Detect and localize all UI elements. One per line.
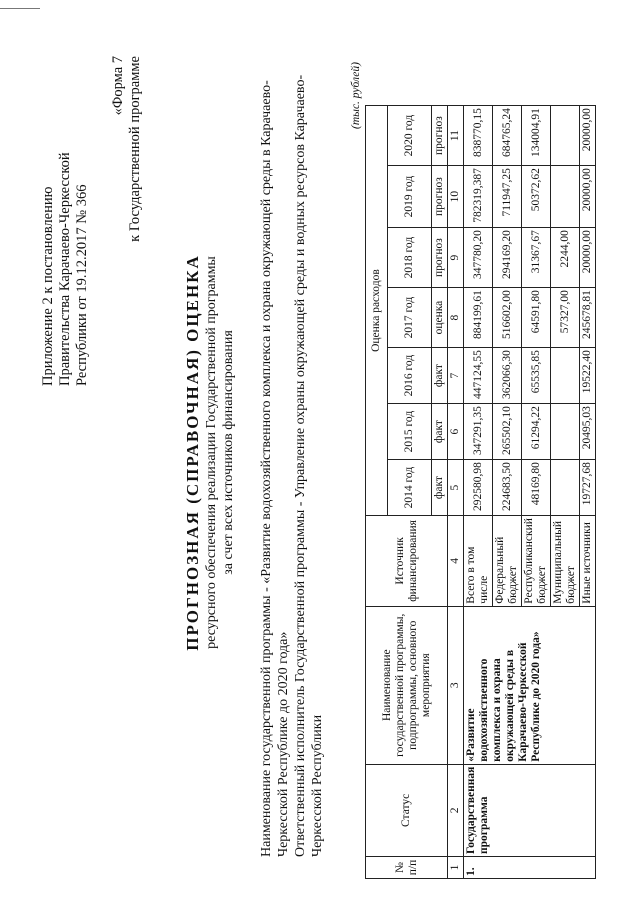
value-cell: 31367,67 <box>522 228 551 288</box>
header-year: 2018 год <box>388 228 432 288</box>
row-number: 1. <box>464 857 596 879</box>
value-cell: 884199,61 <box>464 288 493 348</box>
header-year: 2014 год <box>388 460 432 516</box>
header-type: прогноз <box>432 106 448 166</box>
value-cell: 57327,00 <box>551 288 580 348</box>
header-year: 2019 год <box>388 166 432 228</box>
value-cell: 684765,24 <box>493 106 522 166</box>
value-cell: 20000,00 <box>580 106 596 166</box>
header-estimate: Оценка расходов <box>366 106 388 516</box>
header-type: прогноз <box>432 166 448 228</box>
row-program-name: «Развитие водохозяйственного комплекса и охрана окружающей среды в Карачаево-Черкесской Республике до 2020 года» <box>464 606 596 764</box>
financing-table <box>365 105 596 879</box>
column-number: 8 <box>448 288 464 348</box>
value-cell <box>551 106 580 166</box>
value-cell: 65535,85 <box>522 348 551 404</box>
value-cell: 20495,03 <box>580 404 596 460</box>
header-type: факт <box>432 348 448 404</box>
value-cell: 347780,20 <box>464 228 493 288</box>
source-name: Иные источники <box>580 516 596 607</box>
value-cell: 838770,15 <box>464 106 493 166</box>
value-cell: 50372,62 <box>522 166 551 228</box>
form-name: «Форма 7 <box>110 56 126 116</box>
header-status: Статус <box>366 764 448 856</box>
appendix-block <box>40 56 91 386</box>
header-type: прогноз <box>432 228 448 288</box>
header-type: оценка <box>432 288 448 348</box>
document-subtitle-1: ресурсного обеспечения реализации Государственной программы <box>204 256 219 649</box>
value-cell: 2244,00 <box>551 228 580 288</box>
value-cell: 64591,80 <box>522 288 551 348</box>
value-cell: 711947,25 <box>493 166 522 228</box>
column-number: 3 <box>448 606 464 764</box>
source-name: Республиканский бюджет <box>522 516 551 607</box>
appendix-line-1: Приложение 2 к постановлению <box>40 186 56 386</box>
form-label-block <box>110 56 144 242</box>
value-cell <box>551 460 580 516</box>
value-cell: 265502,10 <box>493 404 522 460</box>
source-name: Муниципальный бюджет <box>551 516 580 607</box>
column-number: 4 <box>448 516 464 607</box>
header-type: факт <box>432 460 448 516</box>
value-cell: 245678,81 <box>580 288 596 348</box>
column-number: 5 <box>448 460 464 516</box>
table-row <box>464 106 493 879</box>
appendix-line-2: Правительства Карачаево-Черкесской <box>57 152 73 386</box>
header-name: Наименование государственной программы, подпрограммы, основного мероприятия <box>366 606 448 764</box>
value-cell: 19522,40 <box>580 348 596 404</box>
responsible-executor: Ответственный исполнитель Государственной программы - Управление охраны окружающей среды и водных ресурсов Карачаево-Черкесской Республики <box>293 74 325 857</box>
value-cell <box>551 166 580 228</box>
form-reference: к Государственной программе <box>127 56 143 242</box>
column-number: 11 <box>448 106 464 166</box>
header-num: № п/п <box>366 857 448 879</box>
source-name: Федеральный бюджет <box>493 516 522 607</box>
value-cell <box>551 348 580 404</box>
header-year: 2020 год <box>388 106 432 166</box>
appendix-line-3: Республики от 19.12.2017 № 366 <box>74 184 90 386</box>
unit-label: (тыс. рублей) <box>350 62 362 129</box>
header-year: 2016 год <box>388 348 432 404</box>
value-cell: 224683,50 <box>493 460 522 516</box>
value-cell: 347291,35 <box>464 404 493 460</box>
edge-mark <box>0 8 40 9</box>
value-cell: 292580,98 <box>464 460 493 516</box>
value-cell: 61294,22 <box>522 404 551 460</box>
value-cell: 782319,387 <box>464 166 493 228</box>
value-cell: 20000,00 <box>580 228 596 288</box>
header-year: 2015 год <box>388 404 432 460</box>
program-info <box>258 47 326 857</box>
program-name: Наименование государственной программы - «Развитие водохозяйственного комплекса и охрана окружающей среды в Карачаево-Черкесской Республике до 2020 года» <box>259 80 291 857</box>
column-number: 7 <box>448 348 464 404</box>
value-cell: 20000,00 <box>580 166 596 228</box>
value-cell: 134004,91 <box>522 106 551 166</box>
column-number: 10 <box>448 166 464 228</box>
value-cell: 516602,00 <box>493 288 522 348</box>
document-subtitle-2: за счет всех источников финансирования <box>221 330 236 575</box>
value-cell: 48169,80 <box>522 460 551 516</box>
value-cell: 294169,20 <box>493 228 522 288</box>
header-source: Источник финансирования <box>366 516 448 607</box>
value-cell <box>551 404 580 460</box>
value-cell: 447124,55 <box>464 348 493 404</box>
column-number: 1 <box>448 857 464 879</box>
column-number: 9 <box>448 228 464 288</box>
header-type: факт <box>432 404 448 460</box>
column-number: 6 <box>448 404 464 460</box>
row-status: Государственная программа <box>464 764 596 856</box>
value-cell: 19727,68 <box>580 460 596 516</box>
value-cell: 362066,30 <box>493 348 522 404</box>
header-year: 2017 год <box>388 288 432 348</box>
source-name: Всего в том числе <box>464 516 493 607</box>
document-title: ПРОГНОЗНАЯ (СПРАВОЧНАЯ) ОЦЕНКА <box>183 254 202 651</box>
column-number: 2 <box>448 764 464 856</box>
